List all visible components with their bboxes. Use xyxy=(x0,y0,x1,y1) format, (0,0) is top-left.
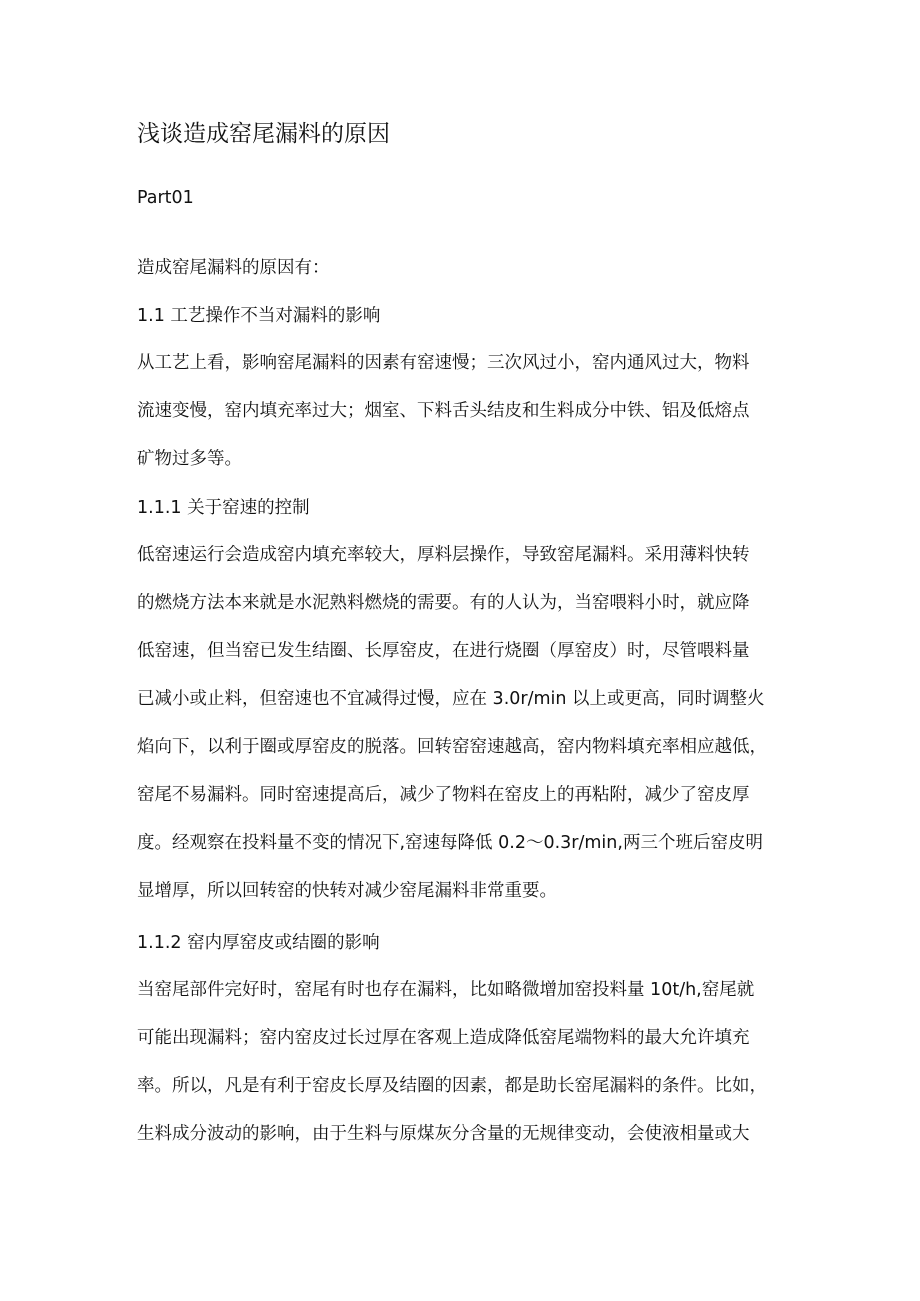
section-heading-1-1-1: 1.1.1 关于窑速的控制 xyxy=(137,498,310,518)
paragraph-line: 率。所以，凡是有利于窑皮长厚及结圈的因素，都是助长窑尾漏料的条件。比如， xyxy=(137,1076,767,1096)
paragraph-line: 当窑尾部件完好时，窑尾有时也存在漏料，比如略微增加窑投料量 10t/h,窑尾就 xyxy=(137,980,755,1000)
paragraph-line: 度。经观察在投料量不变的情况下,窑速每降低 0.2～0.3r/min,两三个班后窑皮明 xyxy=(137,833,763,853)
paragraph-line: 可能出现漏料；窑内窑皮过长过厚在客观上造成降低窑尾端物料的最大允许填充 xyxy=(137,1028,750,1048)
paragraph-line: 已减小或止料，但窑速也不宜减得过慢，应在 3.0r/min 以上或更高，同时调整火 xyxy=(137,689,765,709)
document-title: 浅谈造成窑尾漏料的原因 xyxy=(137,121,390,147)
section-body-1-1 xyxy=(137,339,787,483)
paragraph-line: 低窑速运行会造成窑内填充率较大，厚料层操作，导致窑尾漏料。采用薄料快转 xyxy=(137,545,750,565)
paragraph-line: 矿物过多等。 xyxy=(137,449,242,469)
paragraph-line: 窑尾不易漏料。同时窑速提高后，减少了物料在窑皮上的再粘附，减少了窑皮厚 xyxy=(137,785,750,805)
paragraph-line: 焰向下，以利于圈或厚窑皮的脱落。回转窑窑速越高，窑内物料填充率相应越低， xyxy=(137,737,767,757)
part-label: Part01 xyxy=(137,188,194,208)
section-heading-1-1-2: 1.1.2 窑内厚窑皮或结圈的影响 xyxy=(137,933,380,953)
intro-text: 造成窑尾漏料的原因有： xyxy=(137,258,330,278)
paragraph-line: 流速变慢，窑内填充率过大；烟室、下料舌头结皮和生料成分中铁、铝及低熔点 xyxy=(137,401,750,421)
paragraph-line: 从工艺上看，影响窑尾漏料的因素有窑速慢；三次风过小，窑内通风过大，物料 xyxy=(137,353,750,373)
section-body-1-1-2 xyxy=(137,966,787,1158)
section-heading-1-1: 1.1 工艺操作不当对漏料的影响 xyxy=(137,306,381,326)
section-body-1-1-1 xyxy=(137,531,787,915)
paragraph-line: 低窑速，但当窑已发生结圈、长厚窑皮，在进行烧圈（厚窑皮）时，尽管喂料量 xyxy=(137,641,750,661)
paragraph-line: 显增厚，所以回转窑的快转对减少窑尾漏料非常重要。 xyxy=(137,881,557,901)
paragraph-line: 生料成分波动的影响，由于生料与原煤灰分含量的无规律变动，会使液相量或大 xyxy=(137,1124,750,1144)
paragraph-line: 的燃烧方法本来就是水泥熟料燃烧的需要。有的人认为，当窑喂料小时，就应降 xyxy=(137,593,750,613)
